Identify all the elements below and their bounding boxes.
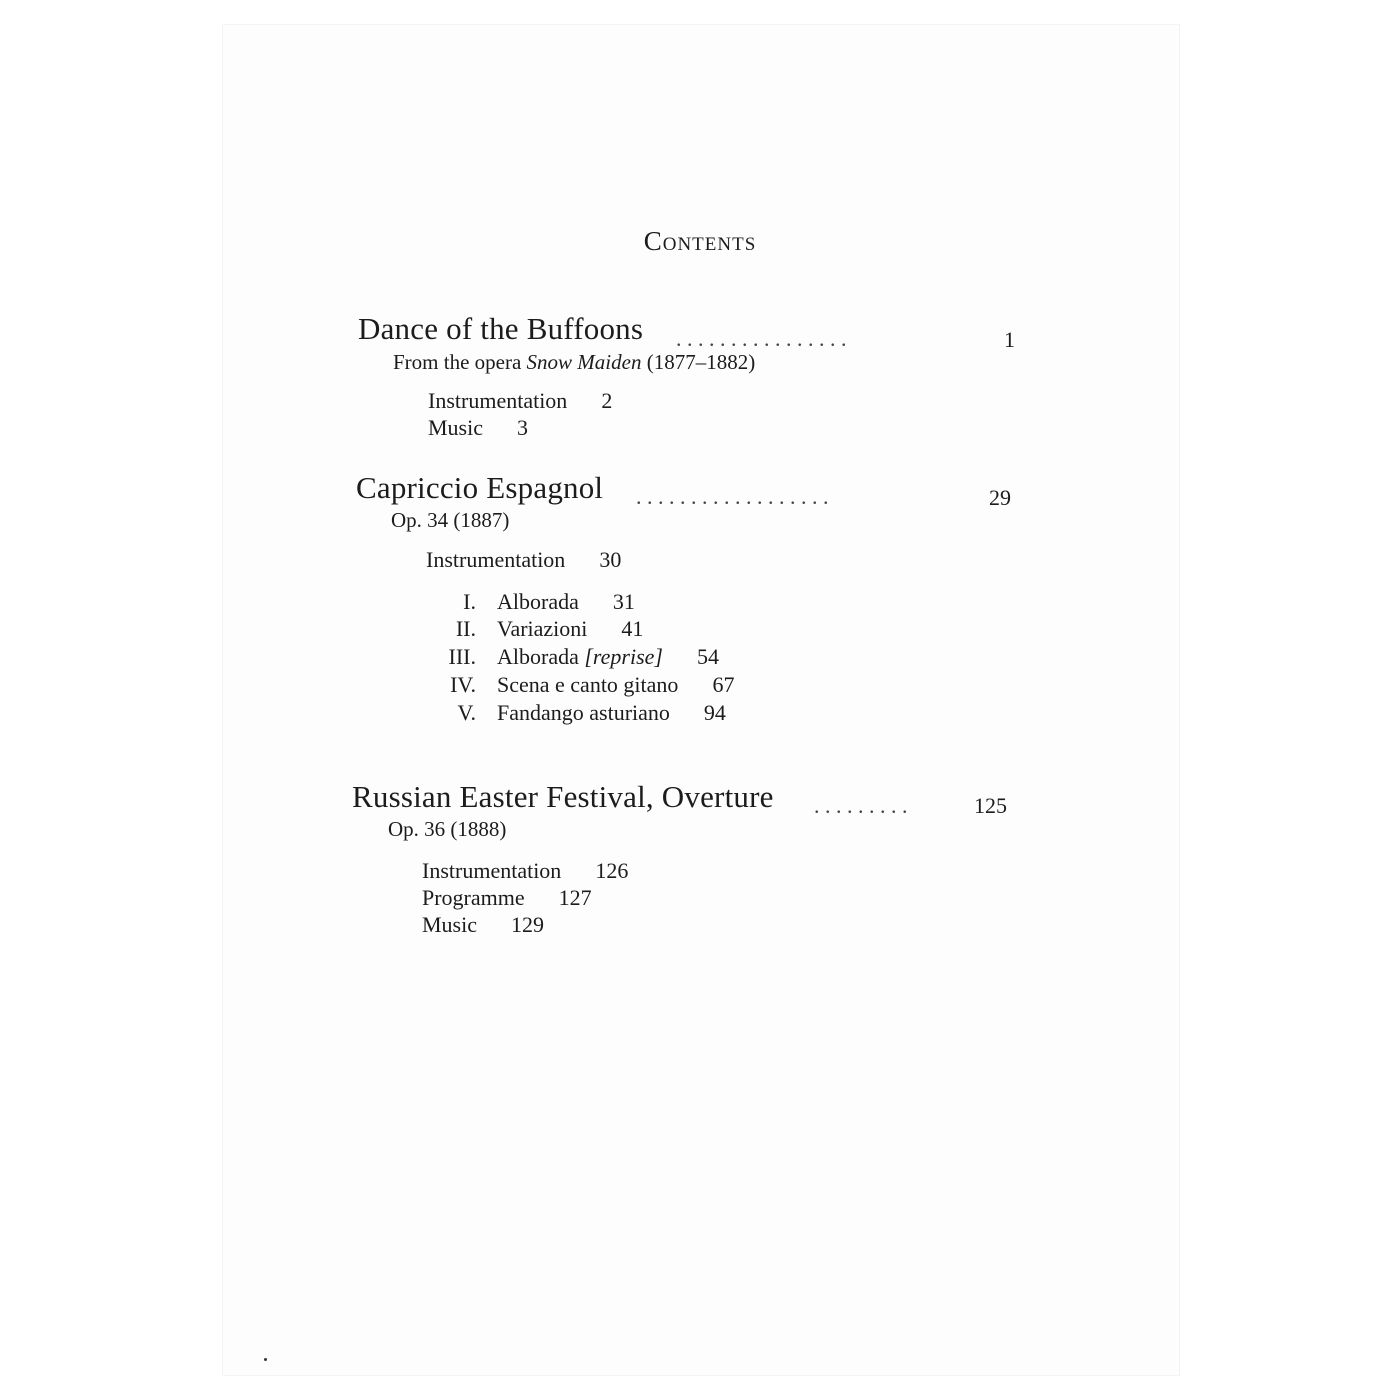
section-item <box>422 912 544 938</box>
work-title: Dance of the Buffoons <box>358 311 644 346</box>
movement-numeral: IV. <box>450 672 476 697</box>
item-label: Instrumentation <box>428 388 568 413</box>
movement-page: 54 <box>697 644 719 669</box>
movement-title: Alborada <box>497 589 579 614</box>
movement-title: Variazioni <box>497 616 588 641</box>
item-page: 129 <box>511 912 544 937</box>
movement <box>497 700 726 726</box>
movement-page: 94 <box>703 700 726 725</box>
subtitle-opera-title: Snow Maiden <box>526 350 642 374</box>
movement-numeral: V. <box>457 700 476 725</box>
item-page: 30 <box>599 547 622 572</box>
item-label: Programme <box>422 885 525 910</box>
movement-page: 67 <box>712 672 735 697</box>
movement <box>497 672 734 698</box>
section-item <box>422 858 628 884</box>
section-item <box>428 415 528 441</box>
dot-leader: . . . . . . . . . . . . . . . . <box>676 326 847 351</box>
item-label: Music <box>428 415 483 440</box>
work-subtitle: Op. 34 (1887) <box>391 508 510 532</box>
subtitle-dates: (1877–1882) <box>641 350 756 374</box>
movement-title: Scena e canto gitano <box>497 672 679 697</box>
page-title: Contents <box>643 226 757 256</box>
movement-numeral: I. <box>463 589 476 614</box>
movement <box>497 644 719 670</box>
movement-title: Alborada <box>497 644 585 669</box>
movement-numeral: III. <box>448 644 476 669</box>
paper-speck <box>264 1358 267 1361</box>
movement-numeral: II. <box>455 616 476 641</box>
work-page-number: 1 <box>1004 327 1015 352</box>
work-subtitle <box>393 350 755 375</box>
movement-page: 41 <box>621 616 644 641</box>
movement <box>497 616 643 642</box>
item-page: 127 <box>558 885 592 910</box>
item-page: 126 <box>595 858 629 883</box>
item-label: Instrumentation <box>422 858 562 883</box>
movement-page: 31 <box>612 589 635 614</box>
work-page-number: 29 <box>989 485 1011 510</box>
item-page: 2 <box>601 388 613 413</box>
dot-leader: . . . . . . . . . <box>814 793 908 818</box>
movement <box>497 589 635 615</box>
section-item <box>422 885 592 911</box>
item-label: Instrumentation <box>426 547 566 572</box>
item-page: 3 <box>517 415 528 440</box>
subtitle-prefix: From the opera <box>393 350 527 374</box>
item-label: Music <box>422 912 477 937</box>
movement-title-annotation: [reprise] <box>584 644 663 669</box>
work-title: Capriccio Espagnol <box>356 470 604 505</box>
work-title: Russian Easter Festival, Overture <box>352 779 774 814</box>
section-item <box>426 547 621 573</box>
work-subtitle: Op. 36 (1888) <box>388 817 507 841</box>
dot-leader: . . . . . . . . . . . . . . . . . . <box>636 484 829 509</box>
section-item <box>428 388 612 414</box>
movement-title: Fandango asturiano <box>497 700 670 725</box>
work-page-number: 125 <box>974 793 1007 818</box>
